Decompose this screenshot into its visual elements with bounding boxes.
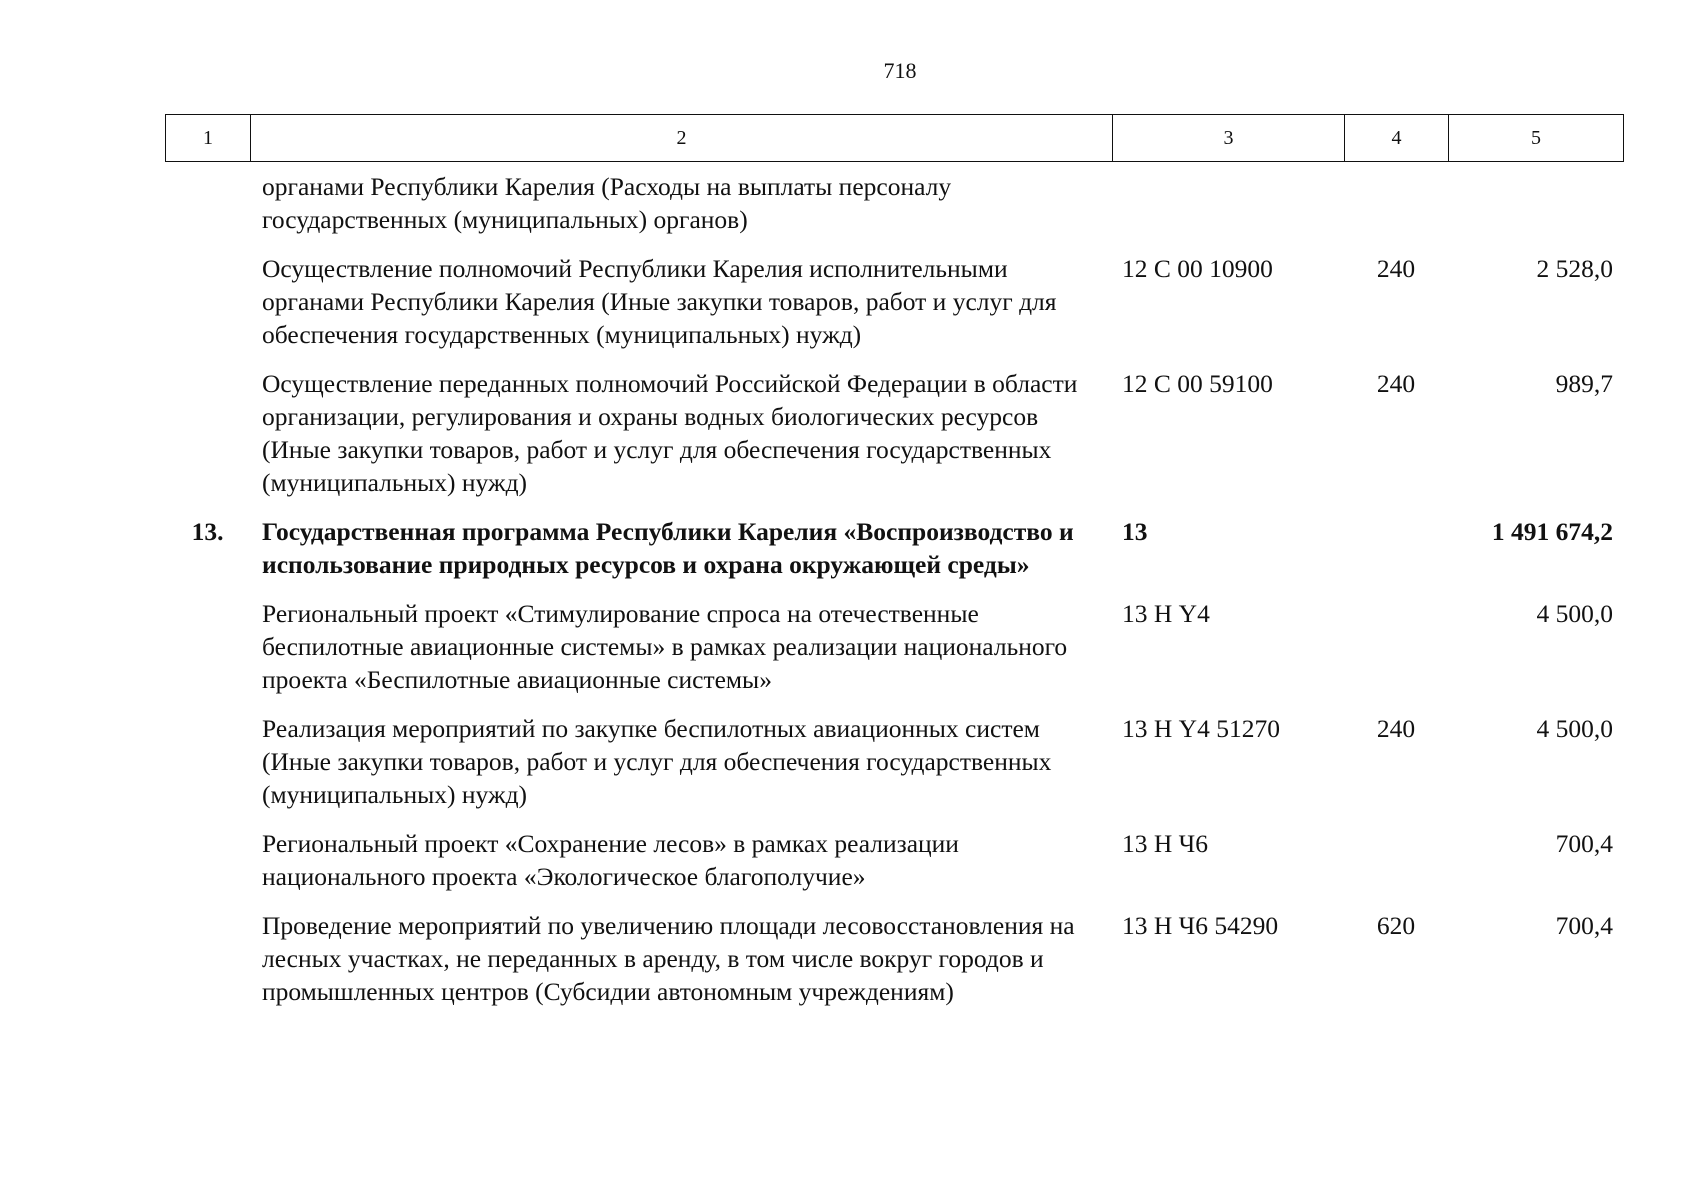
row-amount: 1 491 674,2 [1491, 517, 1613, 546]
row-amount: 4 500,0 [1536, 714, 1613, 743]
table-row [165, 170, 1623, 236]
row-number [165, 252, 250, 351]
row-amount: 2 528,0 [1536, 254, 1613, 283]
column-header-2: 2 [251, 115, 1113, 162]
row-amount: 4 500,0 [1536, 599, 1613, 628]
row-amount: 700,4 [1555, 829, 1613, 858]
row-name: Государственная программа Республики Карелия «Воспроизводство и использование природных ресурсов и охрана окружающей среды» [262, 517, 1074, 579]
column-header-1: 1 [166, 115, 251, 162]
row-expense-type [1344, 515, 1448, 581]
row-code: 12 С 00 10900 [1122, 254, 1273, 283]
row-expense-type: 240 [1376, 714, 1416, 743]
column-header-3: 3 [1113, 115, 1345, 162]
row-expense-type: 240 [1376, 369, 1416, 398]
row-number [165, 170, 250, 236]
row-code: 13 Н Y4 51270 [1122, 714, 1280, 743]
row-code: 13 Н Ч6 54290 [1122, 911, 1279, 940]
row-amount [1448, 170, 1623, 236]
row-expense-type [1344, 170, 1448, 236]
row-number [165, 909, 250, 1008]
table-row [165, 515, 1623, 581]
row-code [1112, 170, 1344, 236]
column-header-4: 4 [1345, 115, 1449, 162]
row-code: 13 [1122, 517, 1148, 546]
row-expense-type [1344, 597, 1448, 696]
row-number: 13. [191, 517, 224, 546]
row-code: 12 С 00 59100 [1122, 369, 1273, 398]
row-amount: 700,4 [1555, 911, 1613, 940]
table-row [165, 712, 1623, 811]
table-row [165, 597, 1623, 696]
row-number [165, 827, 250, 893]
table-row [165, 909, 1623, 1008]
row-name: Реализация мероприятий по закупке беспилотных авиационных систем (Иные закупки товаров, работ и услуг для обеспечения государственных (муниципальных) нужд) [262, 714, 1052, 809]
row-amount: 989,7 [1555, 369, 1613, 398]
row-name: Проведение мероприятий по увеличению площади лесовосстановления на лесных участках, не переданных в аренду, в том числе вокруг городов и промышленных центров (Субсидии автономным учреждениям) [262, 911, 1075, 1006]
column-header-row [166, 115, 1624, 162]
table-row [165, 252, 1623, 351]
row-name: органами Республики Карелия (Расходы на выплаты персоналу государственных (муниципальных) органов) [262, 172, 952, 234]
budget-table-body [165, 170, 1623, 1024]
row-name: Региональный проект «Сохранение лесов» в рамках реализации национального проекта «Экологическое благополучие» [262, 829, 959, 891]
column-header-5: 5 [1449, 115, 1624, 162]
table-row [165, 367, 1623, 499]
column-header-table [165, 114, 1624, 162]
page-number: 718 [883, 58, 917, 83]
row-name: Осуществление переданных полномочий Российской Федерации в области организации, регулирования и охраны водных биологических ресурсов (Иные закупки товаров, работ и услуг для обеспечения государственных (муниципальных) нужд) [262, 369, 1078, 497]
row-number [165, 712, 250, 811]
row-name: Осуществление полномочий Республики Карелия исполнительными органами Республики Карелия (Иные закупки товаров, работ и услуг для обеспечения государственных (муниципальных) нужд) [262, 254, 1057, 349]
table-row [165, 827, 1623, 893]
row-expense-type: 240 [1376, 254, 1416, 283]
row-name: Региональный проект «Стимулирование спроса на отечественные беспилотные авиационные системы» в рамках реализации национального проекта «Беспилотные авиационные системы» [262, 599, 1068, 694]
row-expense-type [1344, 827, 1448, 893]
row-code: 13 Н Y4 [1122, 599, 1210, 628]
row-number [165, 597, 250, 696]
row-code: 13 Н Ч6 [1122, 829, 1208, 858]
row-expense-type: 620 [1376, 911, 1416, 940]
row-number [165, 367, 250, 499]
